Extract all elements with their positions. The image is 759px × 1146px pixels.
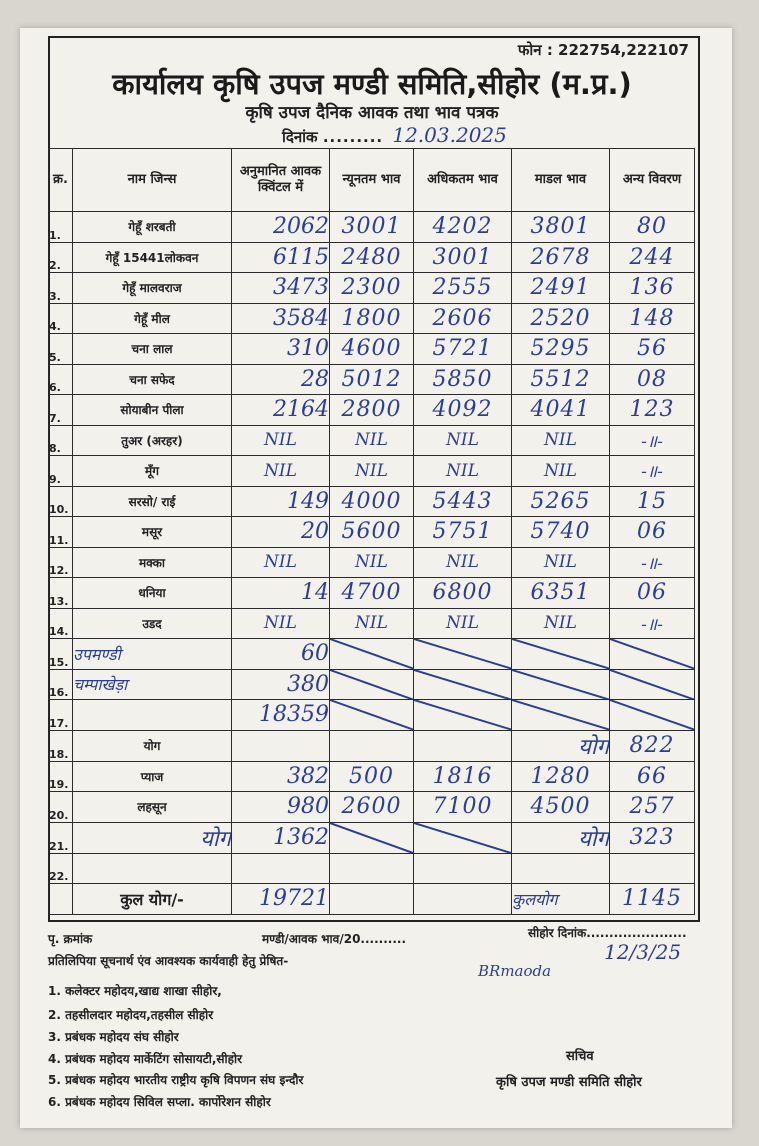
row-name: मूँग — [73, 456, 232, 487]
recipient-2: 2. तहसीलदार महोदय,तहसील सीहोर — [48, 1008, 214, 1022]
row-arrival: 18359 — [232, 700, 330, 731]
row-modal: 1280 — [512, 761, 610, 792]
row-max — [414, 853, 512, 884]
row-arrival: 382 — [232, 761, 330, 792]
row-name: धनिया — [73, 578, 232, 609]
secretary-label: सचिव — [566, 1049, 594, 1064]
table-row — [49, 669, 695, 700]
row-name: गेहूँ शरबती — [73, 212, 232, 243]
row-modal: 2678 — [512, 242, 610, 273]
row-max: NIL — [414, 608, 512, 639]
row-name: उडद — [73, 608, 232, 639]
row-name: उपमण्डी — [73, 639, 232, 670]
row-arrival: 28 — [232, 364, 330, 395]
row-sr: 4. — [49, 303, 73, 334]
price-table — [48, 148, 695, 915]
row-min: NIL — [330, 547, 414, 578]
row-modal — [512, 853, 610, 884]
row-sr: 12. — [49, 547, 73, 578]
recipient-4: 4. प्रबंधक महोदय मार्केटिंग सोसायटी,सीहोर — [48, 1052, 243, 1066]
row-sr: 7. — [49, 395, 73, 426]
row-min: 1800 — [330, 303, 414, 334]
table-row — [49, 700, 695, 731]
row-name: मसूर — [73, 517, 232, 548]
row-max: 4202 — [414, 212, 512, 243]
row-max: NIL — [414, 425, 512, 456]
row-max: NIL — [414, 456, 512, 487]
strike-stroke — [512, 700, 609, 730]
strike-stroke — [414, 670, 511, 700]
row-sr: 8. — [49, 425, 73, 456]
office-label: कृषि उपज मण्डी समिति सीहोर — [496, 1075, 642, 1090]
row-sr: 14. — [49, 608, 73, 639]
row-arrival: NIL — [232, 425, 330, 456]
total-modal: कुलयोग — [512, 884, 610, 915]
table-row — [49, 273, 695, 304]
place-date: सीहोर दिनांक...................... — [528, 926, 687, 940]
row-modal: 4041 — [512, 395, 610, 426]
row-max: 2555 — [414, 273, 512, 304]
row-other: 822 — [610, 730, 695, 761]
row-sr: 2. — [49, 242, 73, 273]
copy-line: प्रतिलिपिया सूचनार्थ एंव आवश्यक कार्यवाही हेतु प्रेषित- — [48, 954, 289, 968]
table-body — [49, 212, 695, 884]
row-arrival: 14 — [232, 578, 330, 609]
col-header-name: नाम जिन्स — [73, 149, 232, 212]
row-min: 2600 — [330, 792, 414, 823]
row-name: गेहूँ मील — [73, 303, 232, 334]
table-row — [49, 578, 695, 609]
row-max: 4092 — [414, 395, 512, 426]
row-other: 08 — [610, 364, 695, 395]
row-name: मक्का — [73, 547, 232, 578]
strike-stroke — [414, 700, 511, 730]
total-max — [414, 884, 512, 915]
row-other — [610, 639, 695, 670]
row-arrival: 3473 — [232, 273, 330, 304]
row-other: 257 — [610, 792, 695, 823]
recipient-1: 1. कलेक्टर महोदय,खाद्य शाखा सीहोर, — [48, 984, 222, 998]
row-arrival: NIL — [232, 456, 330, 487]
row-min — [330, 639, 414, 670]
row-arrival: 3584 — [232, 303, 330, 334]
row-min — [330, 700, 414, 731]
row-min: NIL — [330, 608, 414, 639]
strike-stroke — [330, 700, 413, 730]
row-other: 244 — [610, 242, 695, 273]
strike-stroke — [512, 670, 609, 700]
row-arrival — [232, 853, 330, 884]
row-name: प्याज — [73, 761, 232, 792]
row-min: 3001 — [330, 212, 414, 243]
total-row — [49, 884, 695, 915]
ref-number: पृ. क्रमांक — [48, 932, 93, 946]
row-min — [330, 669, 414, 700]
row-modal: NIL — [512, 425, 610, 456]
row-name — [73, 853, 232, 884]
row-min — [330, 822, 414, 853]
total-sr — [49, 884, 73, 915]
row-sr: 20. — [49, 792, 73, 823]
row-max: 5850 — [414, 364, 512, 395]
row-min: 500 — [330, 761, 414, 792]
row-modal: 2491 — [512, 273, 610, 304]
row-sr: 18. — [49, 730, 73, 761]
row-arrival: 2164 — [232, 395, 330, 426]
table-row — [49, 334, 695, 365]
row-name: तुअर (अरहर) — [73, 425, 232, 456]
row-modal: 3801 — [512, 212, 610, 243]
row-sr: 11. — [49, 517, 73, 548]
report-subtitle: कृषि उपज दैनिक आवक तथा भाव पत्रक — [245, 103, 499, 123]
table-row — [49, 853, 695, 884]
row-arrival: NIL — [232, 608, 330, 639]
row-other: 56 — [610, 334, 695, 365]
total-arrival: 19721 — [232, 884, 330, 915]
row-sr: 21. — [49, 822, 73, 853]
row-sr: 19. — [49, 761, 73, 792]
row-max: 1816 — [414, 761, 512, 792]
row-sr: 6. — [49, 364, 73, 395]
row-max: NIL — [414, 547, 512, 578]
row-arrival: 310 — [232, 334, 330, 365]
row-min: 4700 — [330, 578, 414, 609]
row-modal — [512, 700, 610, 731]
row-modal: योग — [512, 730, 610, 761]
table-row — [49, 303, 695, 334]
place-date-value: 12/3/25 — [604, 940, 682, 964]
row-max: 5721 — [414, 334, 512, 365]
row-modal: NIL — [512, 547, 610, 578]
row-name: चना सफेद — [73, 364, 232, 395]
row-name: चम्पाखेड़ा — [73, 669, 232, 700]
row-max — [414, 730, 512, 761]
table-row — [49, 792, 695, 823]
recipient-3: 3. प्रबंधक महोदय संघ सीहोर — [48, 1030, 179, 1044]
table-row — [49, 425, 695, 456]
table-row — [49, 639, 695, 670]
row-min: NIL — [330, 456, 414, 487]
row-max: 2606 — [414, 303, 512, 334]
row-other: 80 — [610, 212, 695, 243]
office-title: कार्यालय कृषि उपज मण्डी समिति,सीहोर (म.प्र.) — [112, 67, 632, 101]
row-other: 148 — [610, 303, 695, 334]
strike-stroke — [330, 823, 413, 853]
table-row — [49, 517, 695, 548]
row-modal: 2520 — [512, 303, 610, 334]
table-row — [49, 730, 695, 761]
row-name: सरसो/ राई — [73, 486, 232, 517]
row-max — [414, 639, 512, 670]
row-arrival: 20 — [232, 517, 330, 548]
row-other — [610, 853, 695, 884]
row-arrival: NIL — [232, 547, 330, 578]
col-header-max: अधिकतम भाव — [414, 149, 512, 212]
row-modal: NIL — [512, 456, 610, 487]
row-other: -॥- — [610, 608, 695, 639]
date-label: दिनांक — [282, 128, 318, 146]
row-min: 4000 — [330, 486, 414, 517]
recipient-5: 5. प्रबंधक महोदय भारतीय राष्ट्रीय कृषि विपणन संघ इन्दौर — [48, 1073, 304, 1087]
row-min — [330, 730, 414, 761]
table-row — [49, 547, 695, 578]
table-header-row — [49, 149, 695, 212]
row-other: 15 — [610, 486, 695, 517]
row-arrival: 2062 — [232, 212, 330, 243]
row-max: 5751 — [414, 517, 512, 548]
table-row — [49, 608, 695, 639]
col-header-other: अन्य विवरण — [610, 149, 695, 212]
date-line: दिनांक ......... 12.03.2025 — [282, 123, 507, 147]
row-modal: 4500 — [512, 792, 610, 823]
row-sr: 9. — [49, 456, 73, 487]
strike-stroke — [330, 670, 413, 700]
row-name: गेहूँ मालवराज — [73, 273, 232, 304]
row-arrival: 6115 — [232, 242, 330, 273]
strike-stroke — [414, 639, 511, 669]
mandi-ref: मण्डी/आवक भाव/20.......... — [262, 932, 407, 946]
row-min: 4600 — [330, 334, 414, 365]
row-min: 2480 — [330, 242, 414, 273]
row-sr: 3. — [49, 273, 73, 304]
row-name: गेहूँ 15441लोकवन — [73, 242, 232, 273]
row-min: 5600 — [330, 517, 414, 548]
row-modal: 5512 — [512, 364, 610, 395]
strike-stroke — [610, 639, 694, 669]
total-min — [330, 884, 414, 915]
row-arrival: 60 — [232, 639, 330, 670]
row-modal — [512, 639, 610, 670]
row-sr: 5. — [49, 334, 73, 365]
row-sr: 10. — [49, 486, 73, 517]
table-row — [49, 822, 695, 853]
row-modal: 5295 — [512, 334, 610, 365]
row-other: -॥- — [610, 425, 695, 456]
strike-stroke — [414, 823, 511, 853]
row-modal — [512, 669, 610, 700]
row-other: 06 — [610, 578, 695, 609]
row-modal: 6351 — [512, 578, 610, 609]
row-modal: 5265 — [512, 486, 610, 517]
table-row — [49, 364, 695, 395]
row-max — [414, 822, 512, 853]
col-header-sr: क्र. — [49, 149, 73, 212]
row-arrival: 980 — [232, 792, 330, 823]
row-name — [73, 700, 232, 731]
table-row — [49, 242, 695, 273]
row-min — [330, 853, 414, 884]
row-arrival — [232, 730, 330, 761]
row-arrival: 380 — [232, 669, 330, 700]
row-other: -॥- — [610, 547, 695, 578]
row-other — [610, 700, 695, 731]
row-min: 5012 — [330, 364, 414, 395]
row-name: लहसून — [73, 792, 232, 823]
row-min: 2300 — [330, 273, 414, 304]
col-header-modal: माडल भाव — [512, 149, 610, 212]
table-row — [49, 456, 695, 487]
row-other: -॥- — [610, 456, 695, 487]
row-name: चना लाल — [73, 334, 232, 365]
row-arrival: 149 — [232, 486, 330, 517]
strike-stroke — [610, 700, 694, 730]
row-max — [414, 669, 512, 700]
phone-numbers: फोन : 222754,222107 — [517, 41, 689, 59]
col-header-min: न्यूनतम भाव — [330, 149, 414, 212]
row-arrival: 1362 — [232, 822, 330, 853]
strike-stroke — [330, 639, 413, 669]
row-modal: 5740 — [512, 517, 610, 548]
total-other: 1145 — [610, 884, 695, 915]
row-other — [610, 669, 695, 700]
row-max: 7100 — [414, 792, 512, 823]
row-max: 6800 — [414, 578, 512, 609]
row-name: योग — [73, 730, 232, 761]
table-row — [49, 486, 695, 517]
row-other: 66 — [610, 761, 695, 792]
row-sr: 13. — [49, 578, 73, 609]
table-row — [49, 212, 695, 243]
recipient-6: 6. प्रबंधक महोदय सिविल सप्ला. कार्पोरेशन सीहोर — [48, 1095, 271, 1109]
row-sr: 16. — [49, 669, 73, 700]
row-min: 2800 — [330, 395, 414, 426]
row-other: 06 — [610, 517, 695, 548]
row-sr: 15. — [49, 639, 73, 670]
strike-stroke — [512, 639, 609, 669]
row-max — [414, 700, 512, 731]
row-name: योग — [73, 822, 232, 853]
signature: BRmaoda — [478, 962, 552, 980]
date-value: 12.03.2025 — [392, 123, 507, 147]
row-other: 323 — [610, 822, 695, 853]
row-sr: 22. — [49, 853, 73, 884]
table-row — [49, 761, 695, 792]
row-max: 3001 — [414, 242, 512, 273]
row-min: NIL — [330, 425, 414, 456]
strike-stroke — [610, 670, 694, 700]
row-max: 5443 — [414, 486, 512, 517]
row-sr: 1. — [49, 212, 73, 243]
row-modal: योग — [512, 822, 610, 853]
row-modal: NIL — [512, 608, 610, 639]
row-sr: 17. — [49, 700, 73, 731]
total-label: कुल योग/- — [73, 884, 232, 915]
col-header-arrival: अनुमानित आवक क्विंटल में — [232, 149, 330, 212]
table-row — [49, 395, 695, 426]
row-name: सोयाबीन पीला — [73, 395, 232, 426]
row-other: 123 — [610, 395, 695, 426]
row-other: 136 — [610, 273, 695, 304]
